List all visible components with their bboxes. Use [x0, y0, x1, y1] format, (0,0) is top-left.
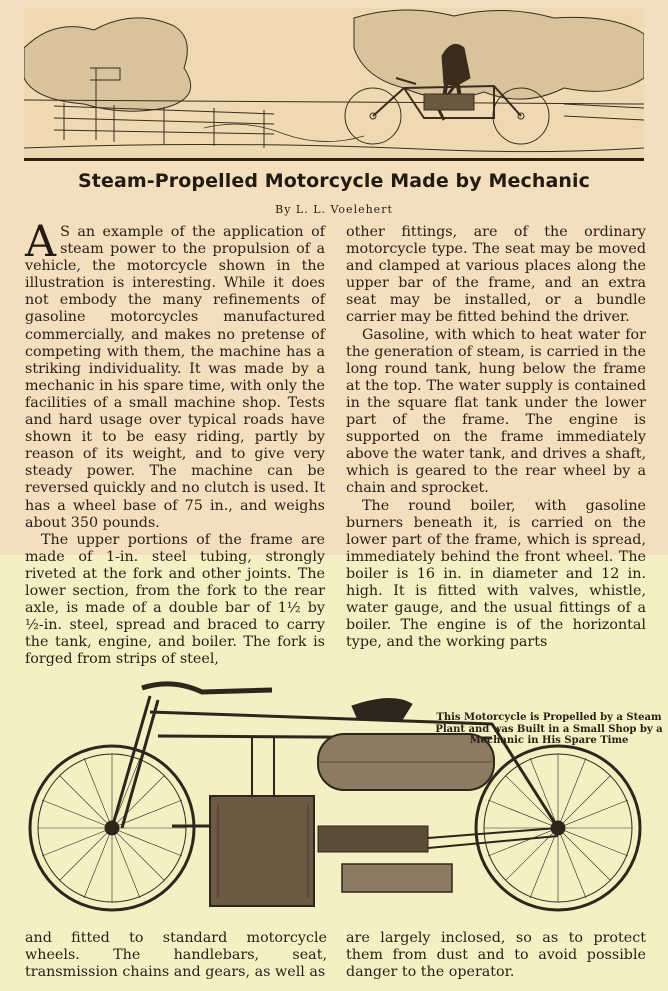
paragraph-text: S an example of the application of steam power to the propulsion of a vehicle, the motorcycle shown in the illustration is interesting. While it does not embody the many refinements of gasoline motorcycles manufactured commercially, and makes no pretense of competing with them, the machine has a striking individuality. It was made by a mechanic in his spare time, with only the facilities of a small machine shop. Tests and hard usage over typical roads have shown it to be easy riding, partly by reason of its weight, and to give very steady power. The machine can be reversed quickly and no clutch is used. It has a wheel base of 75 in., and weighs about 350 pounds.	[25, 224, 325, 531]
bottom-right-text: are largely inclosed, so as to protect them from dust and to avoid possible danger to the operator.	[346, 930, 646, 981]
byline: By L. L. Voelehert	[275, 203, 393, 216]
article-title: Steam-Propelled Motorcycle Made by Mechanic	[78, 170, 590, 192]
header-illustration	[24, 8, 644, 160]
right-column	[346, 224, 646, 651]
paragraph: other fittings, are of the ordinary motorcycle type. The seat may be moved and clamped at various places along the upper bar of the frame, and an extra seat may be installed, or a bundle carrier may be fitted behind the driver.	[346, 224, 646, 326]
paragraph	[25, 217, 325, 532]
header-rule	[24, 158, 644, 161]
photo-caption: This Motorcycle is Propelled by a Steam Plant and was Built in a Small Shop by a Mechanic in His Spare Time	[435, 712, 663, 746]
drop-cap: A	[25, 217, 57, 267]
paragraph: The upper portions of the frame are made of 1-in. steel tubing, strongly riveted at the fork and other joints. The lower section, from the fork to the rear axle, is made of a double bar of 1½ by ½-in. steel, spread and braced to carry the tank, engine, and boiler. The fork is forged from strips of steel,	[25, 531, 325, 668]
left-column	[25, 217, 325, 668]
bottom-left-text: and fitted to standard motorcycle wheels. The handlebars, seat, transmission chains and gears, as well as	[25, 930, 327, 981]
paragraph: Gasoline, with which to heat water for the generation of steam, is carried in the long round tank, hung below the frame at the top. The water supply is contained in the square flat tank under the lower part of the frame. The engine is supported on the frame immediately above the water tank, and drives a shaft, which is geared to the rear wheel by a chain and sprocket.	[346, 326, 646, 497]
paragraph: The round boiler, with gasoline burners beneath it, is carried on the lower part of the frame, which is spread, immediately behind the front wheel. The boiler is 16 in. in diameter and 12 in. high. It is fitted with valves, whistle, water gauge, and the usual fittings of a boiler. The engine is of the horizontal type, and the working parts	[346, 497, 646, 651]
